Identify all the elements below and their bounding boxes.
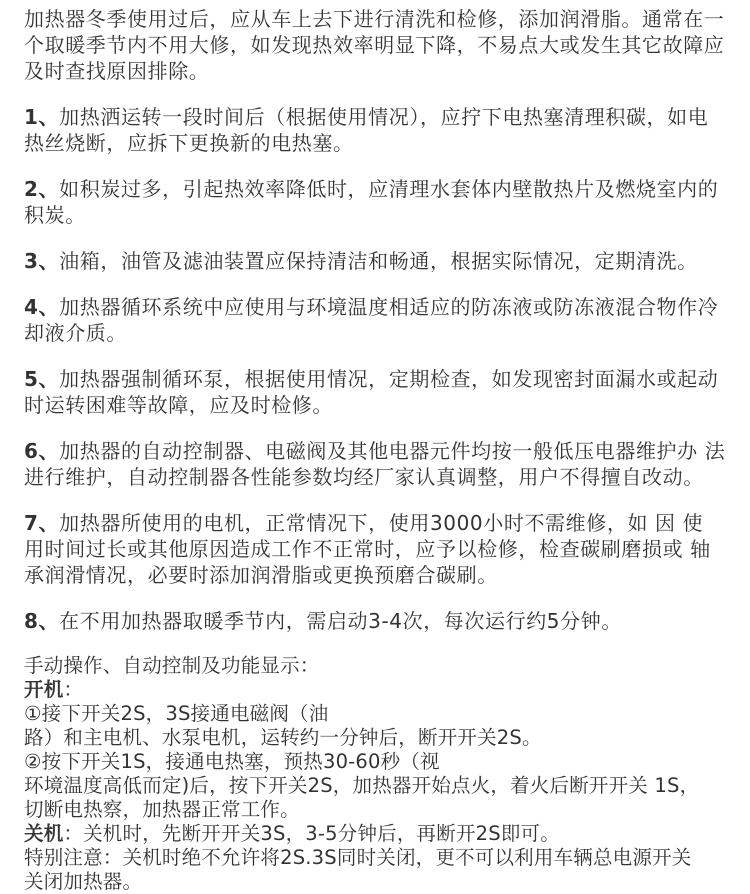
item-number: 2、 bbox=[24, 177, 60, 201]
startup-label: 开机 bbox=[24, 678, 64, 701]
maintenance-item-6 bbox=[24, 438, 728, 490]
item-text: 在不用加热器取暖季节内，需启动3-4次，每次运行约5分钟。 bbox=[59, 609, 622, 633]
intro-paragraph: 加热器冬季使用过后，应从车上去下进行清洗和检修，添加润滑脂。通常在一个取暖季节内不用大修，如发现热效率明显下降，不易点大或发生其它故障应及时查找原因排除。 bbox=[24, 7, 725, 83]
startup-step-line: 切断电热察，加热器正常工作。 bbox=[24, 798, 300, 821]
operations-heading: 手动操作、自动控制及功能显示： bbox=[24, 654, 320, 677]
maintenance-item-3 bbox=[24, 248, 728, 274]
startup-step-line: ①接下开关2S，3S接通电磁阀（油 bbox=[24, 702, 329, 725]
startup-step-line: ②按下开关1S，接通电热塞，预热30-60秒（视 bbox=[24, 750, 440, 773]
special-note-line: 关闭加热器。 bbox=[24, 870, 143, 893]
item-number: 6、 bbox=[24, 439, 60, 463]
shutdown-line bbox=[24, 822, 728, 846]
maintenance-item-7 bbox=[24, 510, 728, 588]
startup-step-line: 环境温度高低而定)后，按下开关2S，加热器开始点火，着火后断开开关 1S， bbox=[24, 774, 700, 797]
operations-section bbox=[24, 654, 728, 894]
maintenance-item-4 bbox=[24, 294, 728, 346]
item-number: 3、 bbox=[24, 249, 60, 273]
item-number: 8、 bbox=[24, 609, 60, 633]
shutdown-label: 关机 bbox=[24, 822, 64, 845]
item-text: 加热器的自动控制器、电磁阀及其他电器元件均按一般低压电器维护办 法进行维护，自动控制器各性能参数均经厂家认真调整，用户不得擅自改动。 bbox=[24, 439, 726, 489]
maintenance-item-2 bbox=[24, 176, 728, 228]
item-text: 加热器所使用的电机，正常情况下，使用3000小时不需维修，如 因 使 用时间过长或其他原因造成工作不正常时，应予以检修，检查碳刷磨损或 轴 承润滑情况，必要时添加润滑脂或更换预磨合碳刷。 bbox=[24, 511, 711, 587]
maintenance-item-1 bbox=[24, 104, 728, 156]
item-number: 7、 bbox=[24, 511, 60, 535]
item-text: 油箱，油管及滤油装置应保持清洁和畅通，根据实际情况，定期清洗。 bbox=[59, 249, 698, 273]
item-text: 加热器强制循环泵，根据使用情况，定期检查，如发现密封面漏水或起动时运转困难等故障，应及时检修。 bbox=[24, 367, 719, 417]
item-number: 5、 bbox=[24, 367, 60, 391]
item-number: 1、 bbox=[24, 105, 60, 129]
item-number: 4、 bbox=[24, 295, 60, 319]
item-text: 加热洒运转一段时间后（根据使用情况），应拧下电热塞清理积碳，如电热丝烧断，应拆下更换新的电热塞。 bbox=[24, 105, 709, 155]
startup-step-line: 路）和主电机、水泵电机，运转约一分钟后，断开开关2S。 bbox=[24, 726, 542, 749]
special-note-line: 特别注意：关机时绝不允许将2S.3S同时关闭，更不可以利用车辆总电源开关 bbox=[24, 846, 692, 869]
maintenance-item-5 bbox=[24, 366, 728, 418]
startup-heading: 开机： bbox=[24, 678, 84, 701]
shutdown-text: ：关机时，先断开开关3S，3-5分钟后，再断开2S即可。 bbox=[63, 822, 560, 845]
item-text: 如积炭过多，引起热效率降低时，应清理水套体内壁散热片及燃烧室内的积炭。 bbox=[24, 177, 719, 227]
maintenance-item-8 bbox=[24, 608, 728, 634]
item-text: 加热器循环系统中应使用与环境温度相适应的防冻液或防冻液混合物作冷却液介质。 bbox=[24, 295, 719, 345]
